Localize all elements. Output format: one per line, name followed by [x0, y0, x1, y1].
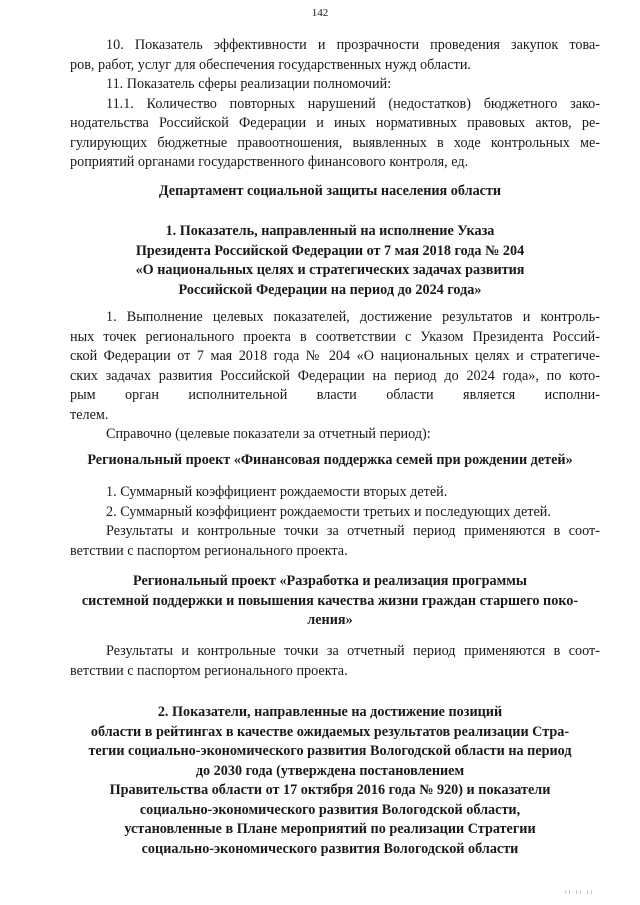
section-1-paragraph-line-6: телем.: [70, 406, 109, 423]
item-10-line-2: ров, работ, услуг для обеспечения государственных нужд области.: [70, 56, 471, 73]
section-2-heading-line-7: установленные в Плане мероприятий по реализации Стратегии: [124, 821, 536, 837]
project-1-results-line-1: Результаты и контрольные точки за отчетный период применяются в соот-: [106, 523, 600, 539]
corner-mark: ii ii ii: [564, 890, 594, 896]
section-1-heading-line-3: «О национальных целях и стратегических задачах развития: [135, 262, 525, 278]
project-2-results-line-1: Результаты и контрольные точки за отчетный период применяются в соот-: [106, 643, 600, 659]
regional-project-1-body: [70, 483, 600, 561]
department-heading: Департамент социальной защиты населения области: [158, 183, 502, 199]
indicator-2: 2. Суммарный коэффициент рождаемости третьих и последующих детей.: [106, 503, 551, 520]
regional-project-2-heading: [40, 572, 620, 631]
section-2-heading: [40, 703, 620, 859]
item-11-1-line-2: нодательства Российской Федерации и иных нормативных правовых актов, ре-: [70, 115, 600, 131]
regional-project-2-body: [70, 642, 600, 681]
section-1-paragraph-line-4: ских задачах развития Российской Федерации на период до 2024 года», по кото-: [70, 367, 600, 384]
top-paragraphs: [70, 36, 600, 173]
item-11-1-line-1: 11.1. Количество повторных нарушений (недостатков) бюджетного зако-: [106, 95, 600, 112]
item-11-line: 11. Показатель сферы реализации полномочий:: [106, 76, 392, 92]
section-2-heading-line-1: 2. Показатели, направленные на достижение позиций: [157, 704, 503, 720]
section-1-heading-line-1: 1. Показатель, направленный на исполнение Указа: [165, 223, 495, 239]
section-2-heading-line-6: социально-экономического развития Вологодской области,: [139, 801, 521, 818]
item-10-line-1: 10. Показатель эффективности и прозрачности проведения закупок това-: [106, 37, 600, 53]
item-11-1-line-4: роприятий органами государственного финансового контроля, ед.: [70, 154, 469, 170]
project-2-results-line-2: ветствии с паспортом регионального проекта.: [70, 662, 348, 679]
regional-project-2-heading-line-1: Региональный проект «Разработка и реализация программы: [132, 573, 527, 589]
section-1-paragraph: [70, 308, 600, 445]
section-2-heading-line-5: Правительства области от 17 октября 2016 года № 920) и показатели: [109, 782, 551, 798]
section-1-heading-line-4: Российской Федерации на период до 2024 года»: [178, 281, 482, 298]
section-2-heading-line-2: области в рейтингах в качестве ожидаемых результатов реализации Стра-: [90, 723, 570, 740]
section-1-heading-line-2: Президента Российской Федерации от 7 мая 2018 года № 204: [135, 242, 525, 259]
section-2-heading-line-4: до 2030 года (утверждена постановлением: [195, 762, 465, 779]
section-1-paragraph-line-1: 1. Выполнение целевых показателей, достижение результатов и контроль-: [106, 309, 600, 325]
page-number: 142: [311, 7, 329, 19]
section-2-heading-line-3: тегии социально-экономического развития Вологодской области на период: [88, 743, 572, 759]
section-2-heading-line-8: социально-экономического развития Вологодской области: [141, 840, 519, 857]
section-1-paragraph-line-3: ской Федерации от 7 мая 2018 года № 204 «О национальных целях и стратегиче-: [70, 348, 600, 364]
indicator-1: 1. Суммарный коэффициент рождаемости вторых детей.: [106, 484, 448, 500]
section-1-paragraph-line-5: рым орган исполнительной власти области является исполни-: [70, 387, 600, 403]
regional-project-1-heading: Региональный проект «Финансовая поддержка семей при рождении детей»: [87, 452, 573, 468]
item-11-1-line-3: гулирующих бюджетные правоотношения, выявленных в ходе контрольных ме-: [70, 134, 600, 151]
reference-note: Справочно (целевые показатели за отчетный период):: [106, 426, 431, 442]
section-1-paragraph-line-2: ных точек регионального проекта в соответствии с Указом Президента Россий-: [70, 328, 600, 345]
project-1-results-line-2: ветствии с паспортом регионального проекта.: [70, 542, 348, 559]
regional-project-2-heading-line-2: системной поддержки и повышения качества жизни граждан старшего поко-: [81, 592, 579, 609]
regional-project-2-heading-line-3: ления»: [307, 612, 353, 628]
section-1-heading: [40, 222, 620, 300]
